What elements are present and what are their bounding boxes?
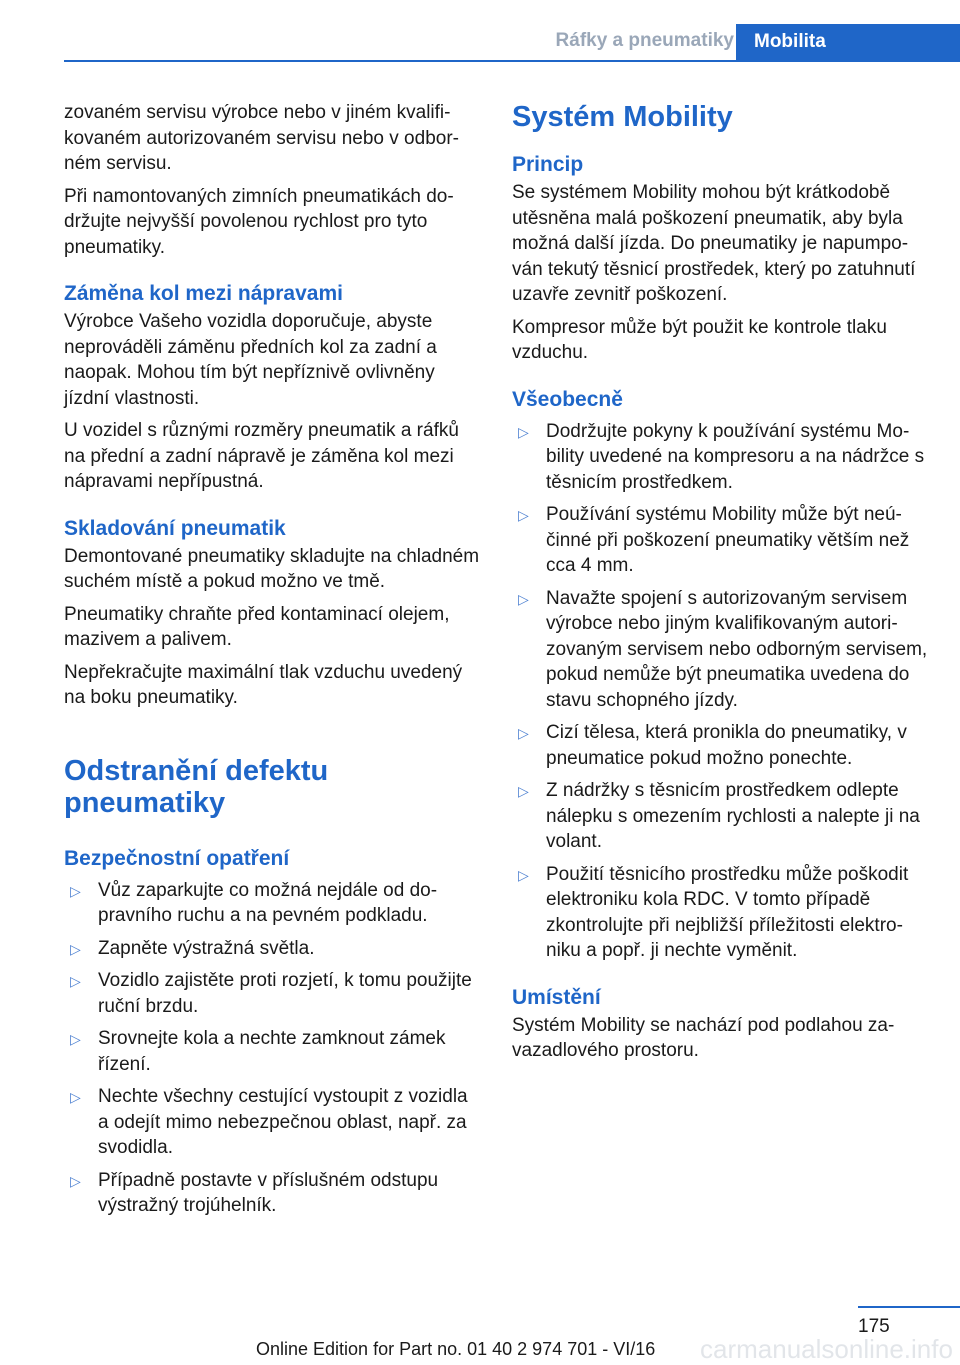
header-rule	[64, 60, 960, 62]
list-item: ▷ Vůz zaparkujte co možná nejdále od dopravního ruchu a na pevném podkladu.	[70, 879, 438, 926]
list-item: ▷ Srovnejte kola a nechte zamknout zámek řízení.	[70, 1028, 446, 1075]
heading-wheel-rotation: Záměna kol mezi nápravami	[64, 282, 343, 305]
paragraph: Výrobce Vašeho vozidla doporučuje, abyste neprováděli záměnu předních kol za zadní a naopak. Mohou tím být nepříznivě ovlivněny jízdní vlastnosti.	[64, 311, 437, 409]
footer-rule	[858, 1306, 960, 1308]
paragraph: zovaném servisu výrobce nebo v jiném kvalifikovaném autorizovaném servisu nebo v odborném servisu.	[64, 102, 459, 174]
triangle-bullet-icon: ▷	[518, 423, 529, 440]
paragraph: Kompresor může být použit ke kontrole tlaku vzduchu.	[512, 316, 887, 363]
list-item: ▷ Zapněte výstražná světla.	[64, 936, 482, 962]
triangle-bullet-icon: ▷	[518, 783, 529, 799]
edition-footer: Online Edition for Part no. 01 40 2 974 701 - VI/16	[256, 1339, 656, 1359]
triangle-bullet-icon: ▷	[518, 725, 529, 741]
paragraph: U vozidel s různými rozměry pneumatik a ráfků na přední a zadní nápravě je záměna kol mezi nápravami nepřípustná.	[64, 420, 459, 492]
heading-general: Všeobecně	[512, 387, 623, 411]
list-item: ▷ Dodržujte pokyny k používání systému Mobility uvedené na kompresoru a na nádržce s těsnicím prostředkem.	[518, 420, 925, 493]
triangle-bullet-icon: ▷	[70, 1089, 81, 1105]
list-item: ▷ Používání systému Mobility může být neúčinné při poškození pneumatiky větším než cca 4 mm.	[518, 504, 910, 576]
left-column	[64, 100, 482, 1226]
list-item: ▷ Z nádržky s těsnicím prostředkem odlepte nálepku s omezením rychlosti a nalepte ji na volant.	[518, 780, 920, 852]
triangle-bullet-icon: ▷	[518, 866, 529, 883]
triangle-bullet-icon: ▷	[70, 1031, 81, 1047]
triangle-bullet-icon: ▷	[70, 973, 81, 989]
right-column	[512, 100, 928, 1071]
header-chapter-tab: Mobilita	[736, 24, 960, 61]
triangle-bullet-icon: ▷	[518, 507, 529, 523]
list-item: ▷ Cizí tělesa, která pronikla do pneumatiky, v pneumatice pokud možno ponechte.	[518, 722, 907, 769]
list-item: ▷ Navažte spojení s autorizovaným servisem výrobce nebo jiným kvalifikovaným autorizovaným servisem nebo odborným servisem, pokud nemůže být pneumatika uvedena do stavu schopného jízdy.	[518, 587, 928, 711]
list-item: ▷ Případně postavte v příslušném odstupu výstražný trojúhelník.	[70, 1169, 439, 1216]
heading-safety-measures: Bezpečnostní opatření	[64, 846, 290, 870]
heading-principle: Princip	[512, 153, 584, 176]
heading-tire-storage: Skladování pneumatik	[64, 516, 286, 540]
list-item: ▷ Vozidlo zajistěte proti rozjetí, k tomu použijte ruční brzdu.	[70, 970, 472, 1017]
triangle-bullet-icon: ▷	[70, 882, 81, 899]
heading-mobility-system: Systém Mobility	[512, 101, 733, 133]
triangle-bullet-icon: ▷	[70, 1172, 81, 1189]
heading-flat-tire-repair: Odstranění defektu pneumatiky	[64, 754, 329, 819]
paragraph: Při namontovaných zimních pneumatikách dodržujte nejvyšší povolenou rychlost pro tyto pneumatiky.	[64, 185, 454, 258]
paragraph: Pneumatiky chraňte před kontaminací olejem, mazivem a palivem.	[64, 603, 450, 650]
page-number: 175	[858, 1316, 890, 1337]
paragraph: Nepřekračujte maximální tlak vzduchu uvedený na boku pneumatiky.	[64, 661, 463, 708]
general-list	[512, 419, 928, 964]
paragraph: Demontované pneumatiky skladujte na chladném suchém místě a pokud možno ve tmě.	[64, 545, 480, 592]
list-item: ▷ Použití těsnicího prostředku může poškodit elektroniku kola RDC. V tomto případě zkontrolujte při nejbližší příležitosti elektroniku a popř. ji nechte vyměnit.	[518, 863, 909, 961]
triangle-bullet-icon: ▷	[70, 940, 81, 957]
triangle-bullet-icon: ▷	[518, 590, 529, 607]
watermark: carmanualsonline.info	[700, 1334, 953, 1364]
safety-list	[64, 878, 482, 1219]
header-section-title: Ráfky a pneumatiky	[555, 30, 734, 51]
list-item: ▷ Nechte všechny cestující vystoupit z vozidla a odejít mimo nebezpečnou oblast, např. za svodidla.	[70, 1086, 468, 1158]
paragraph: Se systémem Mobility mohou být krátkodobě utěsněna malá poškození pneumatik, aby byla možná další jízda. Do pneumatiky je napumpován tekutý těsnicí prostředek, který po zatuhnutí uzavře zevnitř poškození.	[512, 182, 916, 305]
paragraph: Systém Mobility se nachází pod podlahou zavazadlového prostoru.	[512, 1014, 895, 1061]
heading-location: Umístění	[512, 985, 601, 1009]
